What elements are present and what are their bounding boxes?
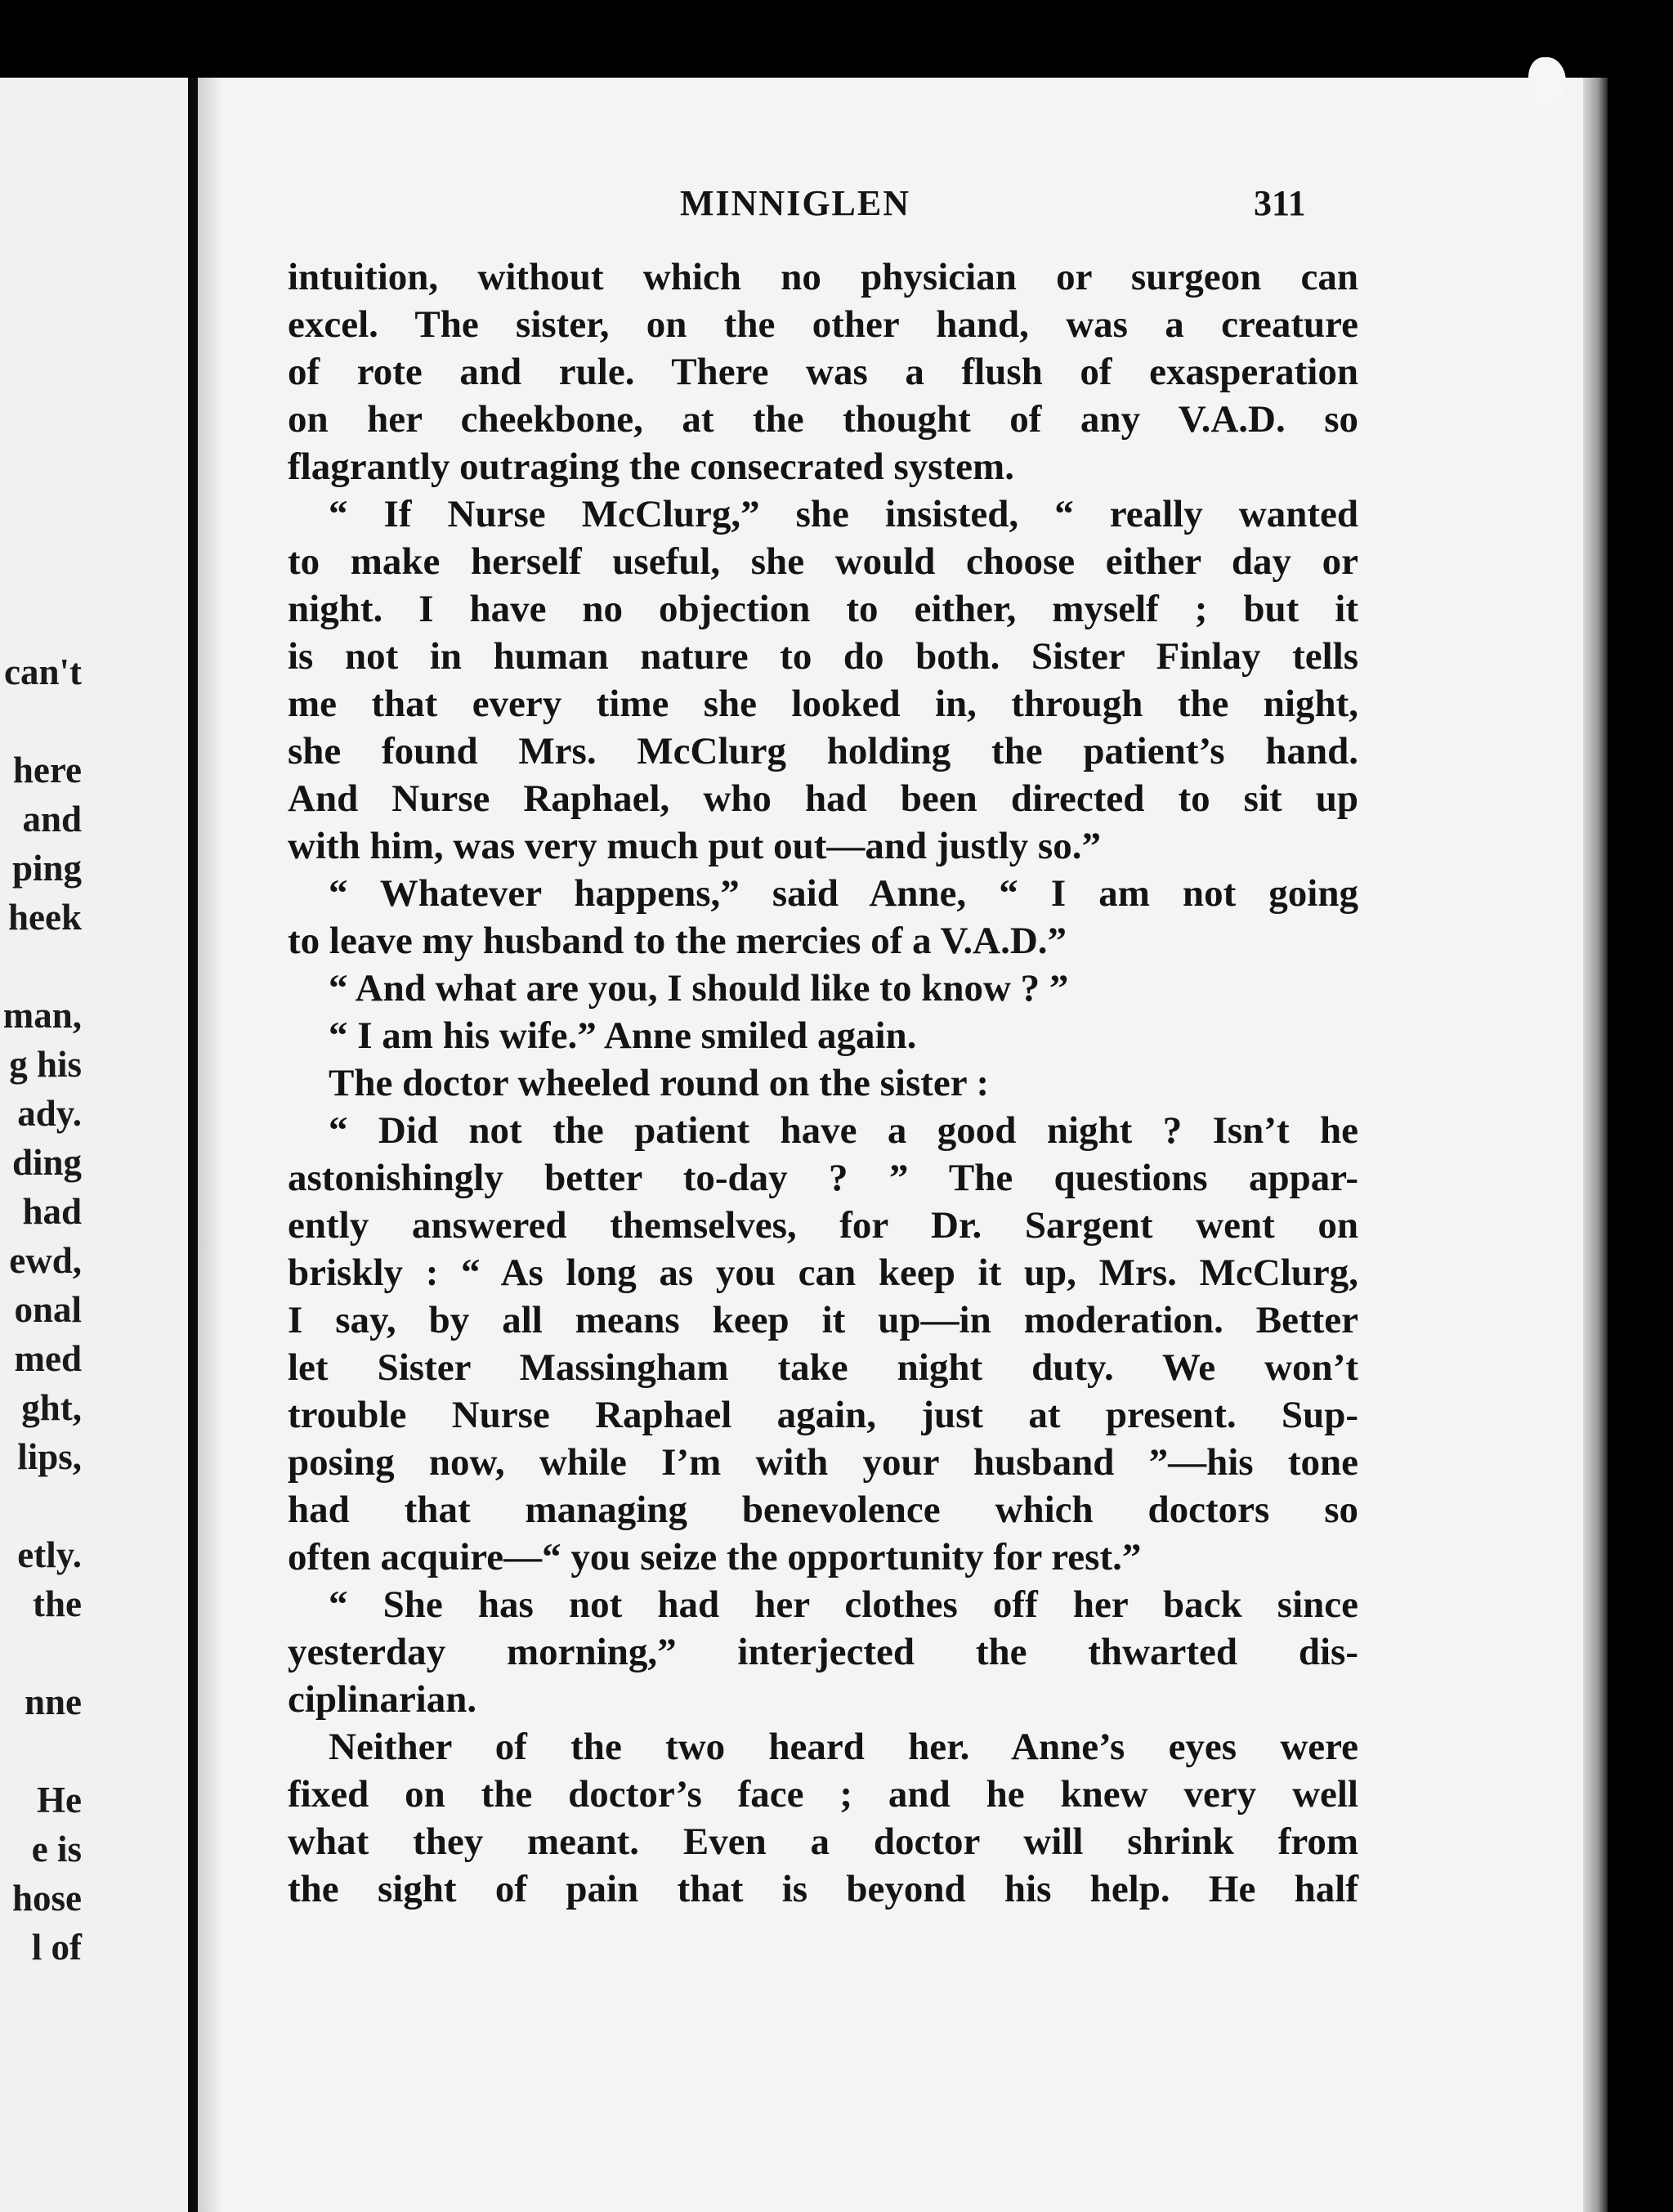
text-line: intuition, without which no physician or surgeon can: [288, 256, 1358, 298]
text-line: flagrantly outraging the consecrated system.: [288, 446, 1014, 488]
text-line: And Nurse Raphael, who had been directed to sit up: [288, 777, 1358, 820]
left-page-fragment: He: [37, 1780, 82, 1820]
text-line: “ If Nurse McClurg,” she insisted, “ really wanted: [329, 493, 1358, 535]
left-page-fragment: the: [33, 1583, 82, 1624]
left-page-fragment: man,: [2, 995, 82, 1036]
text-line: briskly : “ As long as you can keep it up, Mrs. McClurg,: [288, 1252, 1358, 1294]
left-page-fragment: onal: [14, 1289, 82, 1330]
text-line: the sight of pain that is beyond his help. He half: [288, 1868, 1358, 1910]
running-head: [198, 182, 1583, 231]
text-line: “ And what are you, I should like to know ? ”: [329, 967, 1069, 1010]
left-page-fragment: ady.: [17, 1093, 82, 1134]
left-page-fragment: g his: [9, 1044, 82, 1085]
text-line: with him, was very much put out—and justly so.”: [288, 825, 1101, 867]
left-page-fragment: heek: [8, 897, 82, 938]
text-line: yesterday morning,” interjected the thwarted dis-: [288, 1631, 1358, 1673]
text-line: posing now, while I’m with your husband ”—his tone: [288, 1441, 1358, 1484]
text-line: ciplinarian.: [288, 1678, 477, 1721]
left-page-fragment: med: [14, 1338, 82, 1379]
text-line: night. I have no objection to either, myself ; but it: [288, 588, 1358, 630]
text-line: I say, by all means keep it up—in moderation. Better: [288, 1299, 1358, 1341]
text-line: is not in human nature to do both. Sister Finlay tells: [288, 635, 1358, 678]
left-page-fragment: here: [12, 750, 82, 790]
text-line: excel. The sister, on the other hand, was a creature: [288, 303, 1358, 346]
left-page-fragment: ping: [11, 848, 82, 889]
running-title: MINNIGLEN: [680, 183, 911, 223]
text-line: on her cheekbone, at the thought of any V.A.D. so: [288, 398, 1358, 441]
text-line: of rote and rule. There was a flush of exasperation: [288, 351, 1358, 393]
left-page-fragment: and: [22, 799, 82, 840]
left-page-fragment: nne: [24, 1681, 82, 1722]
left-page-fragment: ding: [11, 1142, 82, 1183]
left-page-fragment: ewd,: [9, 1240, 82, 1281]
text-line: The doctor wheeled round on the sister :: [329, 1062, 990, 1104]
text-line: astonishingly better to-day ? ” The questions appar-: [288, 1157, 1358, 1199]
text-line: trouble Nurse Raphael again, just at present. Sup-: [288, 1394, 1358, 1436]
text-line: me that every time she looked in, through the night,: [288, 683, 1358, 725]
page-shadow: [198, 78, 222, 2212]
text-line: “ I am his wife.” Anne smiled again.: [329, 1014, 917, 1057]
left-page-fragment: can't: [4, 652, 82, 692]
left-page-fragment: etly.: [17, 1534, 82, 1575]
right-page: [198, 78, 1583, 2212]
left-page: [0, 78, 188, 2212]
left-page-fragment: had: [22, 1191, 82, 1232]
text-line: fixed on the doctor’s face ; and he knew very well: [288, 1773, 1358, 1816]
text-line: often acquire—“ you seize the opportunity for rest.”: [288, 1536, 1142, 1578]
left-page-fragment: e is: [31, 1829, 82, 1869]
text-line: what they meant. Even a doctor will shrink from: [288, 1820, 1358, 1863]
text-line: had that managing benevolence which doctors so: [288, 1489, 1358, 1531]
text-line: “ Did not the patient have a good night ? Isn’t he: [329, 1109, 1358, 1152]
text-line: she found Mrs. McClurg holding the patient’s hand.: [288, 730, 1358, 772]
left-page-fragment: hose: [11, 1878, 82, 1919]
page-corner: [1528, 57, 1566, 106]
left-page-fragment: l of: [31, 1927, 82, 1968]
text-line: Neither of the two heard her. Anne’s eyes were: [329, 1726, 1358, 1768]
page-number: 311: [1254, 183, 1306, 223]
text-line: “ She has not had her clothes off her back since: [329, 1583, 1358, 1626]
text-line: “ Whatever happens,” said Anne, “ I am not going: [329, 872, 1358, 915]
text-line: to make herself useful, she would choose either day or: [288, 540, 1358, 583]
left-page-fragment: lips,: [17, 1436, 82, 1477]
text-line: let Sister Massingham take night duty. We won’t: [288, 1346, 1358, 1389]
left-page-fragment: ght,: [21, 1387, 82, 1428]
text-line: ently answered themselves, for Dr. Sargent went on: [288, 1204, 1358, 1247]
text-line: to leave my husband to the mercies of a V.A.D.”: [288, 920, 1067, 962]
book-fore-edge: [1583, 78, 1608, 2212]
book-gutter: [188, 78, 198, 2212]
